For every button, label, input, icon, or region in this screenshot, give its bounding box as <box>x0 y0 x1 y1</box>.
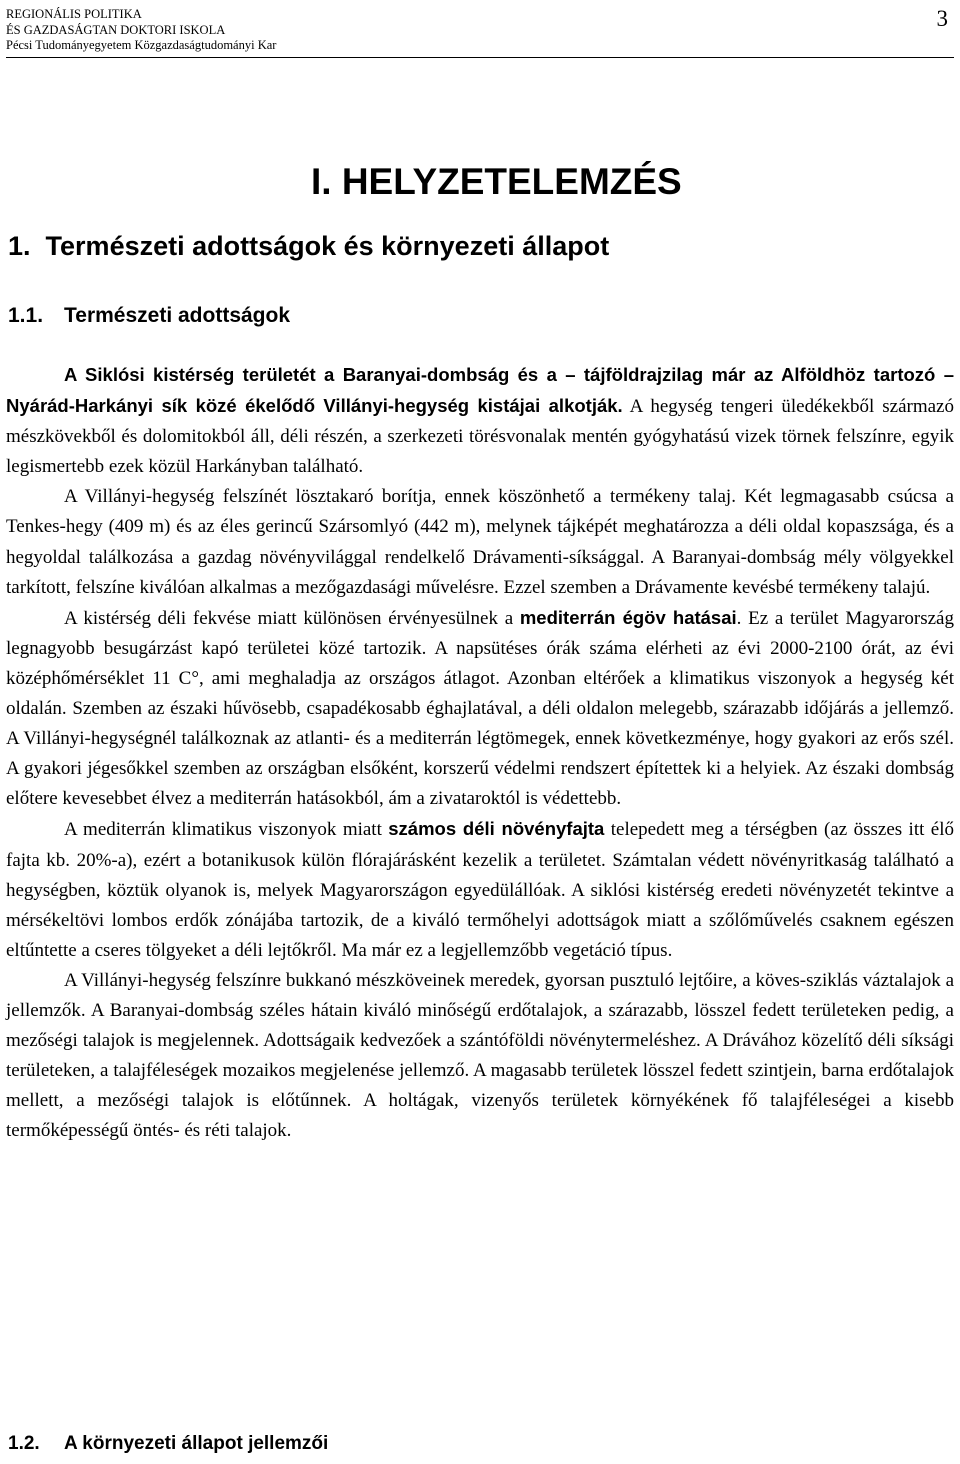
next-subsection-heading <box>8 1431 328 1457</box>
subsection-number: 1.1. <box>8 304 44 327</box>
paragraph-5: A Villányi-hegység felszínre bukkanó mészköveinek meredek, gyorsan pusztuló lejtőire, a köves-sziklás váztalajok a jellemzők. A Baranyai-dombság széles hátain kiváló minőségű erdőtalajok, a szárazabb, lösszel fedett területeken pedig, a mezőségi talajok is megjelennek. Adottságaik kedvezőek a szántóföldi növénytermeléshez. A Drávához közelítő déli síksági területeken, a talajféleségek mozaikos megjelenése jellemző. A magasabb területek lösszel fedett szintjein, barna erdőtalajok mellett, a mezőségi talajok is előtűnnek. A holtágak, vizenyős területek környékének fő talajféleségei a kisebb termőképességű öntés- és réti talajok. <box>6 969 954 1142</box>
next-subsection-number: 1.2. <box>8 1433 40 1454</box>
paragraph-text: A hegység tengeri üledékekből származó mészkövekből és dolomitokból áll, déli részén, a szerkezeti törésvonalak mentén gyógyhatású vizek törnek felszínre, egyik legismertebb ezek közül Harkányban található. <box>6 396 954 478</box>
paragraph-text: . Ez a terület Magyarország legnagyobb besugárzást kapó területei közé tartozik. A napsütéses órák száma elérheti az évi 2000-2100 órát, az évi középhőmérséklet 11 C°, ami meghaladja az országos átlagot. Azonban eltérőek a klimatikus viszonyok a hegység két oldalán. Szemben az északi hűvösebb, csapadékosabb éghajlatával, a déli oldalon melegebb, szárazabb időjárás a jellemző. A Villányi-hegységnél találkoznak az atlanti- és a mediterrán légtömegek, ennek következménye, hogy gyakori az erős szél. A gyakori jégesőkkel szemben az országban elsőként, korszerű védelmi rendszert építettek ki a helyiek. Az északi dombság előtere kevesebbet élvez a mediterrán hatásokból, ám a zivataroktól is védettebb. <box>6 607 954 810</box>
section-heading <box>8 229 609 263</box>
paragraph-lead-bold: A Siklósi kistérség területét a Baranyai-dombság és a – tájföldrajzilag már az Alföldhöz tartozó – Nyárád-Harkányi sík közé ékelődő Villányi-hegység kistájai alkotják. <box>6 364 954 417</box>
page-number: 3 <box>936 6 948 31</box>
chapter-title: I. HELYZETELEMZÉS <box>311 161 682 202</box>
paragraph-3 <box>6 603 954 815</box>
paragraph-text: A kistérség déli fekvése miatt különösen érvényesülnek a <box>64 607 520 629</box>
page-header <box>6 7 954 59</box>
paragraph-2: A Villányi-hegység felszínét lösztakaró borítja, ennek köszönhető a termékeny talaj. Két legmagasabb csúcsa a Tenkes-hegy (409 m) és az éles gerincű Szársomlyó (442 m), melynek tájképét meghatározza a déli oldal kopaszsága, és a hegyoldal találkozása a gazdag növényvilággal rendelkelő Drávamenti-síksággal. A Baranyai-dombság mély völgyekkel tarkított, felszíne kiválóan alkalmas a mezőgazdasági művelésre. Ezzel szemben a Drávamente kevésbé termékeny talajú. <box>6 486 954 598</box>
paragraph-4 <box>6 814 954 965</box>
emphasis-mediterranean: mediterrán égöv hatásai <box>519 606 737 628</box>
header-line-2: ÉS GAZDASÁGTAN DOKTORI ISKOLA <box>6 22 226 37</box>
paragraph-text: A mediterrán klimatikus viszonyok miatt <box>64 819 389 841</box>
subsection-heading <box>8 301 290 331</box>
institution-block <box>6 7 954 54</box>
emphasis-plant-species: számos déli növényfajta <box>388 818 605 840</box>
section-title-text: Természeti adottságok és környezeti állapot <box>45 231 610 261</box>
body-text <box>6 360 954 1146</box>
next-subsection-title: A környezeti állapot jellemzői <box>64 1433 329 1454</box>
subsection-title-text: Természeti adottságok <box>64 304 291 327</box>
header-line-1: REGIONÁLIS POLITIKA <box>6 7 142 21</box>
paragraph-text: telepedett meg a térségben (az összes itt élő fajta kb. 20%-a), ezért a botanikusok külön flórajárásként kezelik a területet. Számtalan védett növényritkaság található a hegységben, köztük olyanok is, melyek Magyarországon egyedülállóak. A siklósi kistérség eredeti növényzetét tekintve a mérsékeltövi lombos erdők zónájába tartozik, de a kiváló termőhelyi adottságok miatt a szőlőművelés csaknem egészen eltűntette a cseres tölgyeket a déli lejtőkről. Ma már ez a legjellemzőbb vegetáció típus. <box>6 819 954 961</box>
header-line-3: Pécsi Tudományegyetem Közgazdaságtudományi Kar <box>6 38 277 52</box>
header-divider <box>6 57 954 58</box>
section-number: 1. <box>8 231 31 261</box>
paragraph-1 <box>6 360 954 482</box>
